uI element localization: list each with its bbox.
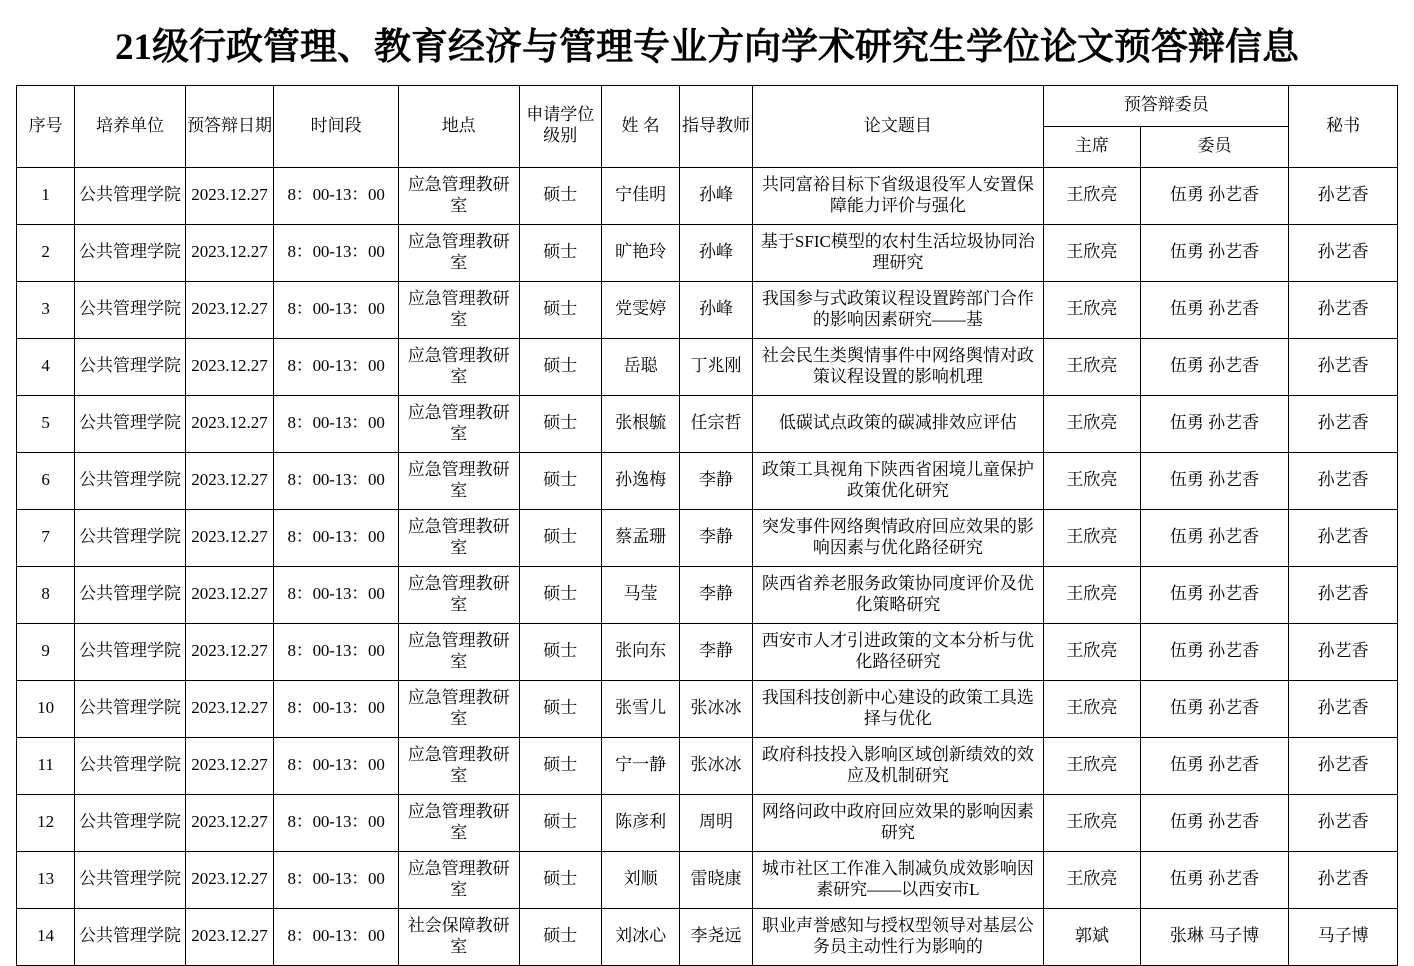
cell-date: 2023.12.27	[185, 566, 273, 623]
cell-place: 应急管理教研室	[398, 509, 519, 566]
cell-time: 8：00-13：00	[274, 167, 399, 224]
cell-no: 6	[17, 452, 75, 509]
cell-degree: 硕士	[519, 509, 601, 566]
cell-degree: 硕士	[519, 395, 601, 452]
header-advisor: 指导教师	[680, 85, 752, 167]
table-body	[17, 167, 1398, 965]
cell-secretary: 孙艺香	[1289, 452, 1398, 509]
cell-member: 伍勇 孙艺香	[1140, 338, 1289, 395]
header-topic: 论文题目	[752, 85, 1043, 167]
cell-date: 2023.12.27	[185, 737, 273, 794]
cell-degree: 硕士	[519, 566, 601, 623]
cell-unit: 公共管理学院	[75, 851, 186, 908]
cell-date: 2023.12.27	[185, 452, 273, 509]
cell-member: 张琳 马子博	[1140, 908, 1289, 965]
cell-topic: 基于SFIC模型的农村生活垃圾协同治理研究	[752, 224, 1043, 281]
cell-name: 马莹	[601, 566, 679, 623]
cell-topic: 低碳试点政策的碳减排效应评估	[752, 395, 1043, 452]
table-row	[17, 281, 1398, 338]
cell-chair: 王欣亮	[1044, 737, 1140, 794]
header-date: 预答辩日期	[185, 85, 273, 167]
cell-topic: 共同富裕目标下省级退役军人安置保障能力评价与强化	[752, 167, 1043, 224]
page-title: 21级行政管理、教育经济与管理专业方向学术研究生学位论文预答辩信息	[115, 27, 1299, 68]
table-row	[17, 794, 1398, 851]
cell-place: 应急管理教研室	[398, 338, 519, 395]
cell-member: 伍勇 孙艺香	[1140, 395, 1289, 452]
cell-topic: 网络问政中政府回应效果的影响因素研究	[752, 794, 1043, 851]
cell-topic: 职业声誉感知与授权型领导对基层公务员主动性行为影响的	[752, 908, 1043, 965]
cell-date: 2023.12.27	[185, 851, 273, 908]
cell-unit: 公共管理学院	[75, 680, 186, 737]
cell-name: 张雪儿	[601, 680, 679, 737]
cell-place: 应急管理教研室	[398, 566, 519, 623]
cell-unit: 公共管理学院	[75, 395, 186, 452]
cell-member: 伍勇 孙艺香	[1140, 566, 1289, 623]
cell-no: 9	[17, 623, 75, 680]
cell-no: 14	[17, 908, 75, 965]
cell-time: 8：00-13：00	[274, 566, 399, 623]
header-time: 时间段	[274, 85, 399, 167]
cell-date: 2023.12.27	[185, 281, 273, 338]
table-row	[17, 338, 1398, 395]
cell-member: 伍勇 孙艺香	[1140, 680, 1289, 737]
cell-time: 8：00-13：00	[274, 452, 399, 509]
cell-advisor: 李静	[680, 509, 752, 566]
table-row	[17, 509, 1398, 566]
cell-unit: 公共管理学院	[75, 737, 186, 794]
cell-chair: 王欣亮	[1044, 338, 1140, 395]
cell-secretary: 孙艺香	[1289, 395, 1398, 452]
cell-topic: 社会民生类舆情事件中网络舆情对政策议程设置的影响机理	[752, 338, 1043, 395]
cell-place: 应急管理教研室	[398, 680, 519, 737]
cell-degree: 硕士	[519, 908, 601, 965]
header-unit: 培养单位	[75, 85, 186, 167]
cell-name: 岳聪	[601, 338, 679, 395]
cell-secretary: 孙艺香	[1289, 623, 1398, 680]
table-header-row-1	[17, 85, 1398, 126]
cell-no: 13	[17, 851, 75, 908]
cell-secretary: 孙艺香	[1289, 851, 1398, 908]
cell-advisor: 孙峰	[680, 281, 752, 338]
cell-topic: 我国科技创新中心建设的政策工具选择与优化	[752, 680, 1043, 737]
cell-member: 伍勇 孙艺香	[1140, 224, 1289, 281]
cell-degree: 硕士	[519, 224, 601, 281]
cell-advisor: 周明	[680, 794, 752, 851]
cell-time: 8：00-13：00	[274, 794, 399, 851]
header-committee: 预答辩委员	[1044, 85, 1289, 126]
cell-chair: 王欣亮	[1044, 395, 1140, 452]
cell-place: 应急管理教研室	[398, 452, 519, 509]
cell-chair: 王欣亮	[1044, 509, 1140, 566]
cell-time: 8：00-13：00	[274, 509, 399, 566]
cell-chair: 王欣亮	[1044, 167, 1140, 224]
cell-unit: 公共管理学院	[75, 794, 186, 851]
cell-place: 应急管理教研室	[398, 737, 519, 794]
cell-time: 8：00-13：00	[274, 908, 399, 965]
cell-place: 应急管理教研室	[398, 851, 519, 908]
cell-name: 旷艳玲	[601, 224, 679, 281]
cell-date: 2023.12.27	[185, 908, 273, 965]
cell-degree: 硕士	[519, 851, 601, 908]
header-degree: 申请学位级别	[519, 85, 601, 167]
cell-advisor: 李静	[680, 623, 752, 680]
table-row	[17, 737, 1398, 794]
cell-place: 社会保障教研室	[398, 908, 519, 965]
cell-name: 陈彦利	[601, 794, 679, 851]
cell-no: 1	[17, 167, 75, 224]
cell-degree: 硕士	[519, 737, 601, 794]
cell-topic: 陕西省养老服务政策协同度评价及优化策略研究	[752, 566, 1043, 623]
header-member: 委员	[1140, 126, 1289, 167]
cell-no: 11	[17, 737, 75, 794]
cell-secretary: 孙艺香	[1289, 167, 1398, 224]
cell-name: 孙逸梅	[601, 452, 679, 509]
cell-chair: 王欣亮	[1044, 794, 1140, 851]
cell-place: 应急管理教研室	[398, 623, 519, 680]
cell-unit: 公共管理学院	[75, 338, 186, 395]
cell-no: 7	[17, 509, 75, 566]
cell-no: 3	[17, 281, 75, 338]
table-row	[17, 566, 1398, 623]
table-row	[17, 167, 1398, 224]
cell-advisor: 李尧远	[680, 908, 752, 965]
cell-unit: 公共管理学院	[75, 908, 186, 965]
cell-advisor: 丁兆刚	[680, 338, 752, 395]
cell-topic: 西安市人才引进政策的文本分析与优化路径研究	[752, 623, 1043, 680]
cell-place: 应急管理教研室	[398, 395, 519, 452]
cell-topic: 城市社区工作准入制减负成效影响因素研究——以西安市L	[752, 851, 1043, 908]
cell-secretary: 孙艺香	[1289, 338, 1398, 395]
cell-time: 8：00-13：00	[274, 395, 399, 452]
cell-topic: 政策工具视角下陕西省困境儿童保护政策优化研究	[752, 452, 1043, 509]
cell-member: 伍勇 孙艺香	[1140, 737, 1289, 794]
table-row	[17, 224, 1398, 281]
cell-member: 伍勇 孙艺香	[1140, 794, 1289, 851]
cell-date: 2023.12.27	[185, 680, 273, 737]
cell-date: 2023.12.27	[185, 338, 273, 395]
cell-member: 伍勇 孙艺香	[1140, 623, 1289, 680]
cell-time: 8：00-13：00	[274, 737, 399, 794]
cell-place: 应急管理教研室	[398, 224, 519, 281]
header-place: 地点	[398, 85, 519, 167]
cell-chair: 王欣亮	[1044, 851, 1140, 908]
cell-place: 应急管理教研室	[398, 281, 519, 338]
cell-date: 2023.12.27	[185, 395, 273, 452]
cell-chair: 王欣亮	[1044, 224, 1140, 281]
cell-time: 8：00-13：00	[274, 338, 399, 395]
cell-chair: 郭斌	[1044, 908, 1140, 965]
cell-advisor: 张冰冰	[680, 680, 752, 737]
cell-degree: 硕士	[519, 794, 601, 851]
cell-date: 2023.12.27	[185, 794, 273, 851]
cell-no: 8	[17, 566, 75, 623]
header-name: 姓 名	[601, 85, 679, 167]
cell-secretary: 孙艺香	[1289, 224, 1398, 281]
table-row	[17, 851, 1398, 908]
cell-chair: 王欣亮	[1044, 623, 1140, 680]
cell-time: 8：00-13：00	[274, 224, 399, 281]
cell-advisor: 雷晓康	[680, 851, 752, 908]
cell-degree: 硕士	[519, 452, 601, 509]
cell-degree: 硕士	[519, 680, 601, 737]
cell-unit: 公共管理学院	[75, 224, 186, 281]
cell-date: 2023.12.27	[185, 509, 273, 566]
cell-degree: 硕士	[519, 623, 601, 680]
cell-name: 宁一静	[601, 737, 679, 794]
cell-member: 伍勇 孙艺香	[1140, 851, 1289, 908]
cell-time: 8：00-13：00	[274, 281, 399, 338]
cell-degree: 硕士	[519, 338, 601, 395]
table-row	[17, 680, 1398, 737]
cell-advisor: 张冰冰	[680, 737, 752, 794]
cell-chair: 王欣亮	[1044, 452, 1140, 509]
cell-advisor: 李静	[680, 452, 752, 509]
predefense-info-table	[16, 85, 1398, 966]
cell-advisor: 孙峰	[680, 224, 752, 281]
cell-degree: 硕士	[519, 281, 601, 338]
cell-unit: 公共管理学院	[75, 509, 186, 566]
cell-name: 张向东	[601, 623, 679, 680]
cell-chair: 王欣亮	[1044, 281, 1140, 338]
cell-advisor: 任宗哲	[680, 395, 752, 452]
cell-topic: 政府科技投入影响区域创新绩效的效应及机制研究	[752, 737, 1043, 794]
cell-time: 8：00-13：00	[274, 851, 399, 908]
cell-secretary: 孙艺香	[1289, 566, 1398, 623]
cell-secretary: 孙艺香	[1289, 509, 1398, 566]
cell-secretary: 孙艺香	[1289, 794, 1398, 851]
cell-no: 4	[17, 338, 75, 395]
cell-chair: 王欣亮	[1044, 566, 1140, 623]
cell-topic: 突发事件网络舆情政府回应效果的影响因素与优化路径研究	[752, 509, 1043, 566]
table-row	[17, 395, 1398, 452]
table-row	[17, 452, 1398, 509]
cell-name: 张根毓	[601, 395, 679, 452]
cell-place: 应急管理教研室	[398, 794, 519, 851]
cell-secretary: 马子博	[1289, 908, 1398, 965]
cell-no: 12	[17, 794, 75, 851]
cell-name: 宁佳明	[601, 167, 679, 224]
cell-member: 伍勇 孙艺香	[1140, 452, 1289, 509]
table-row	[17, 908, 1398, 965]
cell-unit: 公共管理学院	[75, 452, 186, 509]
cell-advisor: 李静	[680, 566, 752, 623]
cell-secretary: 孙艺香	[1289, 281, 1398, 338]
cell-unit: 公共管理学院	[75, 281, 186, 338]
header-chair: 主席	[1044, 126, 1140, 167]
cell-topic: 我国参与式政策议程设置跨部门合作的影响因素研究——基	[752, 281, 1043, 338]
cell-name: 刘冰心	[601, 908, 679, 965]
cell-time: 8：00-13：00	[274, 623, 399, 680]
cell-name: 刘顺	[601, 851, 679, 908]
cell-no: 10	[17, 680, 75, 737]
cell-member: 伍勇 孙艺香	[1140, 281, 1289, 338]
cell-secretary: 孙艺香	[1289, 680, 1398, 737]
cell-member: 伍勇 孙艺香	[1140, 167, 1289, 224]
header-secretary: 秘书	[1289, 85, 1398, 167]
cell-date: 2023.12.27	[185, 224, 273, 281]
table-row	[17, 623, 1398, 680]
cell-unit: 公共管理学院	[75, 566, 186, 623]
cell-chair: 王欣亮	[1044, 680, 1140, 737]
cell-unit: 公共管理学院	[75, 167, 186, 224]
cell-degree: 硕士	[519, 167, 601, 224]
cell-name: 党雯婷	[601, 281, 679, 338]
cell-advisor: 孙峰	[680, 167, 752, 224]
cell-date: 2023.12.27	[185, 167, 273, 224]
cell-date: 2023.12.27	[185, 623, 273, 680]
table-header	[17, 85, 1398, 167]
cell-time: 8：00-13：00	[274, 680, 399, 737]
cell-unit: 公共管理学院	[75, 623, 186, 680]
cell-name: 蔡孟珊	[601, 509, 679, 566]
header-no: 序号	[17, 85, 75, 167]
cell-place: 应急管理教研室	[398, 167, 519, 224]
cell-no: 5	[17, 395, 75, 452]
cell-member: 伍勇 孙艺香	[1140, 509, 1289, 566]
cell-secretary: 孙艺香	[1289, 737, 1398, 794]
cell-no: 2	[17, 224, 75, 281]
